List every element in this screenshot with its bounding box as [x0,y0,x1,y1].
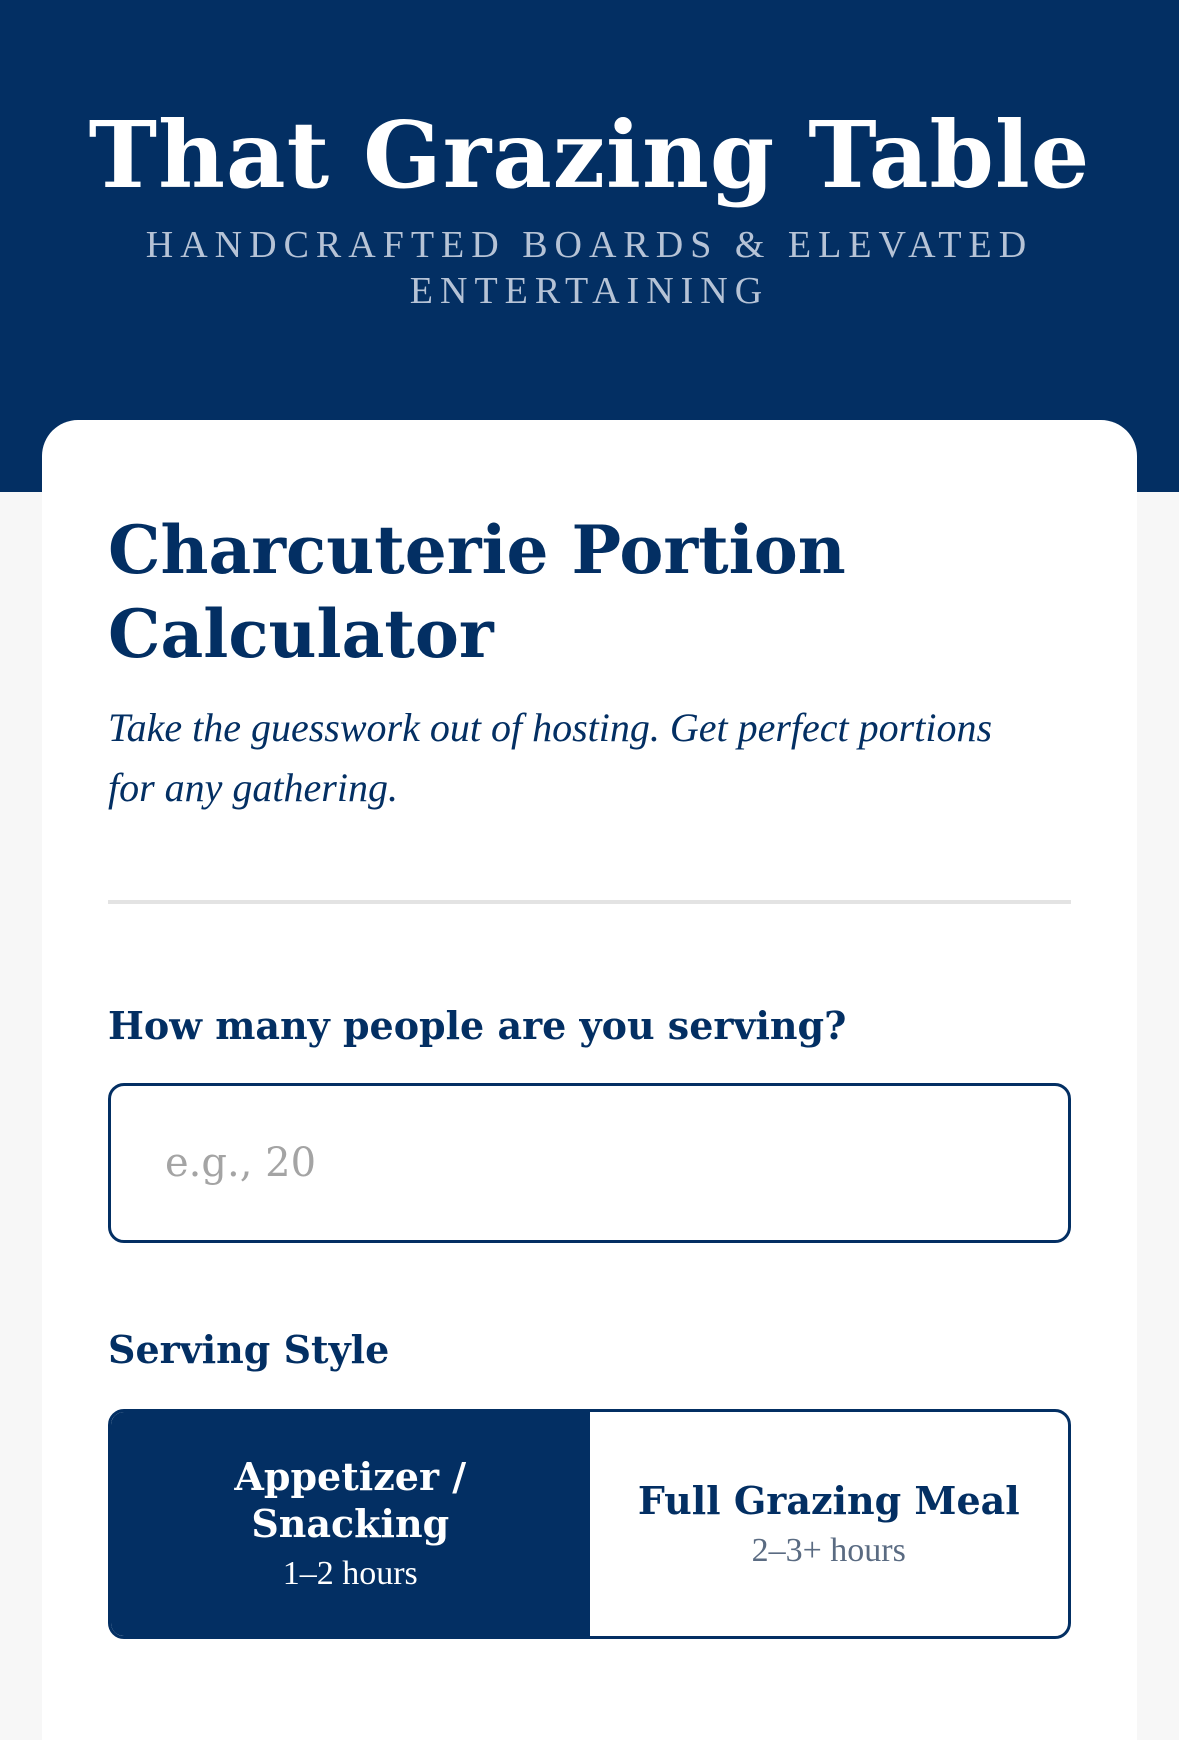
option-duration: 1–2 hours [282,1555,418,1592]
serving-style-option-appetizer[interactable] [111,1412,590,1636]
brand-title: That Grazing Table [88,101,1091,209]
section-divider [108,900,1071,904]
option-duration: 2–3+ hours [751,1531,906,1569]
people-count-label: How many people are you serving? [108,1003,847,1048]
serving-style-toggle [108,1409,1071,1639]
serving-style-label: Serving Style [108,1327,390,1372]
page-subtitle: Take the guesswork out of hosting. Get perfect portions for any gathering. [108,705,993,810]
option-title: Appetizer / Snacking [234,1454,467,1546]
people-count-input[interactable] [108,1083,1071,1243]
page-title: Charcuterie Portion Calculator [108,511,846,673]
serving-style-option-full-meal[interactable] [590,1412,1069,1636]
option-title: Full Grazing Meal [637,1477,1020,1523]
brand-tagline: HANDCRAFTED BOARDS & ELEVATED ENTERTAINING [145,224,1034,312]
site-header [0,0,1179,492]
calculator-card [42,420,1137,1740]
